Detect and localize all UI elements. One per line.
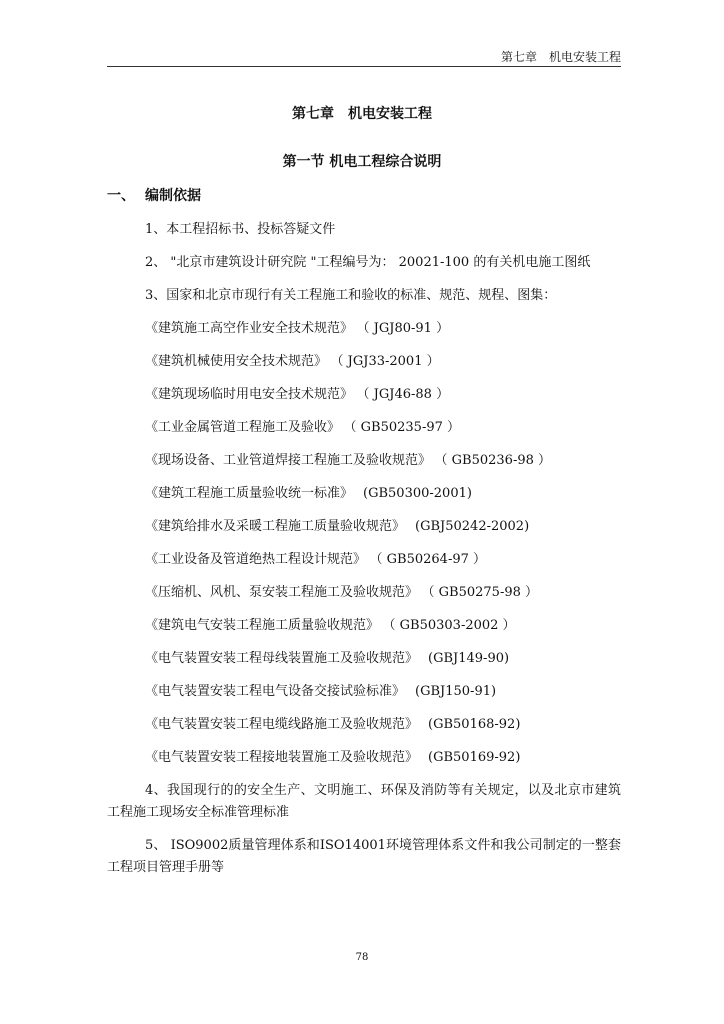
standard-code: （ JGJ46-88 ）	[363, 387, 450, 402]
standard-code: （ GB50303-2002 ）	[389, 618, 516, 633]
standard-name: 《电气装置安装工程母线装置施工及验收规范》	[145, 651, 419, 666]
paragraph-1: 1、本工程招标书、投标答疑文件	[145, 222, 336, 237]
standard-item	[145, 318, 621, 340]
standard-name: 《工业设备及管道绝热工程设计规范》	[145, 552, 367, 567]
paragraph-5: 5、 ISO9002质量管理体系和ISO14001环境管理体系文件和我公司制定的一整套工程项目管理手册等	[107, 838, 621, 875]
heading-basis	[107, 186, 201, 206]
standard-name: 《建筑给排水及采暖工程施工质量验收规范》	[145, 519, 406, 534]
standard-name: 《建筑现场临时用电安全技术规范》	[145, 387, 354, 402]
standard-name: 《建筑机械使用安全技术规范》	[145, 354, 328, 369]
standard-item	[145, 516, 621, 538]
standard-name: 《工业金属管道工程施工及验收》	[145, 420, 341, 435]
standard-item	[145, 615, 621, 637]
standard-code: （ JGJ33-2001 ）	[337, 354, 440, 369]
standard-code: （ GB50235-97 ）	[350, 420, 461, 435]
standard-item	[145, 747, 621, 769]
heading-number: 一、	[107, 188, 135, 204]
chapter-title: 第七章 机电安装工程	[292, 106, 432, 122]
heading-text: 编制依据	[145, 188, 201, 204]
standard-item	[145, 417, 621, 439]
standard-item	[145, 681, 621, 703]
standard-item	[145, 549, 621, 571]
standard-item	[145, 483, 621, 505]
standard-code: (GBJ50242-2002)	[415, 519, 530, 534]
standard-item	[145, 384, 621, 406]
standard-name: 《现场设备、工业管道焊接工程施工及验收规范》	[145, 453, 432, 468]
standard-code: (GB50169-92)	[428, 750, 521, 765]
standard-code: (GB50168-92)	[428, 717, 521, 732]
standard-name: 《电气装置安装工程电缆线路施工及验收规范》	[145, 717, 419, 732]
standard-name: 《压缩机、风机、泵安装工程施工及验收规范》	[145, 585, 419, 600]
standard-item	[145, 351, 621, 373]
standard-name: 《建筑施工高空作业安全技术规范》	[145, 321, 354, 336]
standard-name: 《电气装置安装工程接地装置施工及验收规范》	[145, 750, 419, 765]
standard-item	[145, 582, 621, 604]
standard-name: 《建筑电气安装工程施工质量验收规范》	[145, 618, 380, 633]
page-number: 78	[355, 952, 369, 963]
standard-code: (GBJ150-91)	[415, 684, 497, 699]
standard-code: (GB50300-2001)	[363, 486, 472, 501]
section-title: 第一节 机电工程综合说明	[282, 154, 442, 170]
standard-name: 《建筑工程施工质量验收统一标准》	[145, 486, 354, 501]
standard-item	[145, 450, 621, 472]
standard-code: （ GB50236-98 ）	[441, 453, 552, 468]
document-body	[107, 219, 621, 890]
standard-code: （ GB50264-97 ）	[376, 552, 487, 567]
standard-code: （ GB50275-98 ）	[428, 585, 539, 600]
standard-item	[145, 714, 621, 736]
standard-item	[145, 648, 621, 670]
paragraph-3: 3、国家和北京市现行有关工程施工和验收的标准、规范、规程、图集：	[145, 288, 557, 303]
standard-name: 《电气装置安装工程电气设备交接试验标准》	[145, 684, 406, 699]
standard-code: (GBJ149-90)	[428, 651, 510, 666]
running-header: 第七章 机电安装工程	[107, 48, 621, 67]
standard-code: （ JGJ80-91 ）	[363, 321, 450, 336]
paragraph-2: 2、 "北京市建筑设计研究院 "工程编号为： 20021-100 的有关机电施工图纸	[145, 255, 591, 270]
paragraph-4: 4、我国现行的的安全生产、文明施工、环保及消防等有关规定，以及北京市建筑工程施工现场安全标准管理标准	[107, 783, 621, 820]
standards-list	[107, 318, 621, 769]
